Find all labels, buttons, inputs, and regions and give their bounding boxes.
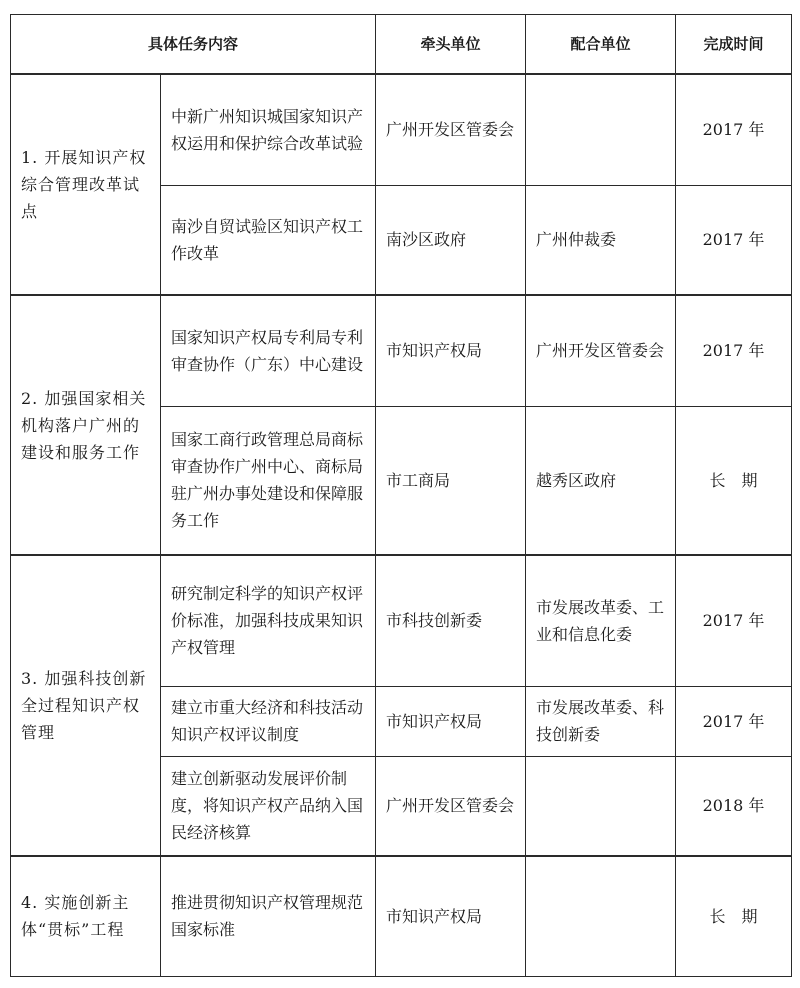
- coop-unit-cell: 越秀区政府: [526, 406, 676, 555]
- deadline-cell: 2017 年: [676, 185, 792, 295]
- deadline-cell: 2017 年: [676, 74, 792, 185]
- coop-unit-cell: [526, 856, 676, 976]
- table-row: [11, 74, 792, 185]
- deadline-cell: 2018 年: [676, 756, 792, 856]
- group-title: 1. 开展知识产权综合管理改革试点: [11, 74, 161, 295]
- table-row: [11, 295, 792, 406]
- lead-unit-cell: 南沙区政府: [376, 185, 526, 295]
- lead-unit-cell: 市科技创新委: [376, 555, 526, 686]
- header-deadline: 完成时间: [676, 15, 792, 75]
- task-cell: 国家知识产权局专利局专利审查协作（广东）中心建设: [161, 295, 376, 406]
- coop-unit-cell: 广州开发区管委会: [526, 295, 676, 406]
- task-cell: 研究制定科学的知识产权评价标准，加强科技成果知识产权管理: [161, 555, 376, 686]
- lead-unit-cell: 市工商局: [376, 406, 526, 555]
- lead-unit-cell: 广州开发区管委会: [376, 74, 526, 185]
- task-cell: 建立创新驱动发展评价制度，将知识产权产品纳入国民经济核算: [161, 756, 376, 856]
- table-row: [11, 856, 792, 976]
- task-cell: 国家工商行政管理总局商标审查协作广州中心、商标局驻广州办事处建设和保障服务工作: [161, 406, 376, 555]
- task-cell: 建立市重大经济和科技活动知识产权评议制度: [161, 686, 376, 756]
- group-title: 4. 实施创新主体“贯标”工程: [11, 856, 161, 976]
- task-cell: 南沙自贸试验区知识产权工作改革: [161, 185, 376, 295]
- coop-unit-cell: 市发展改革委、科技创新委: [526, 686, 676, 756]
- table-row: [11, 555, 792, 686]
- header-task-content: 具体任务内容: [11, 15, 376, 75]
- deadline-cell: 2017 年: [676, 686, 792, 756]
- header-coop-unit: 配合单位: [526, 15, 676, 75]
- deadline-cell: 长 期: [676, 406, 792, 555]
- coop-unit-cell: [526, 74, 676, 185]
- task-cell: 中新广州知识城国家知识产权运用和保护综合改革试验: [161, 74, 376, 185]
- coop-unit-cell: [526, 756, 676, 856]
- deadline-cell: 长 期: [676, 856, 792, 976]
- table-header-row: [11, 15, 792, 75]
- group-title: 2. 加强国家相关机构落户广州的建设和服务工作: [11, 295, 161, 555]
- header-lead-unit: 牵头单位: [376, 15, 526, 75]
- task-table: [10, 14, 792, 977]
- lead-unit-cell: 市知识产权局: [376, 295, 526, 406]
- deadline-cell: 2017 年: [676, 295, 792, 406]
- coop-unit-cell: 广州仲裁委: [526, 185, 676, 295]
- coop-unit-cell: 市发展改革委、工业和信息化委: [526, 555, 676, 686]
- group-title: 3. 加强科技创新全过程知识产权管理: [11, 555, 161, 856]
- deadline-cell: 2017 年: [676, 555, 792, 686]
- lead-unit-cell: 广州开发区管委会: [376, 756, 526, 856]
- lead-unit-cell: 市知识产权局: [376, 856, 526, 976]
- lead-unit-cell: 市知识产权局: [376, 686, 526, 756]
- task-cell: 推进贯彻知识产权管理规范国家标准: [161, 856, 376, 976]
